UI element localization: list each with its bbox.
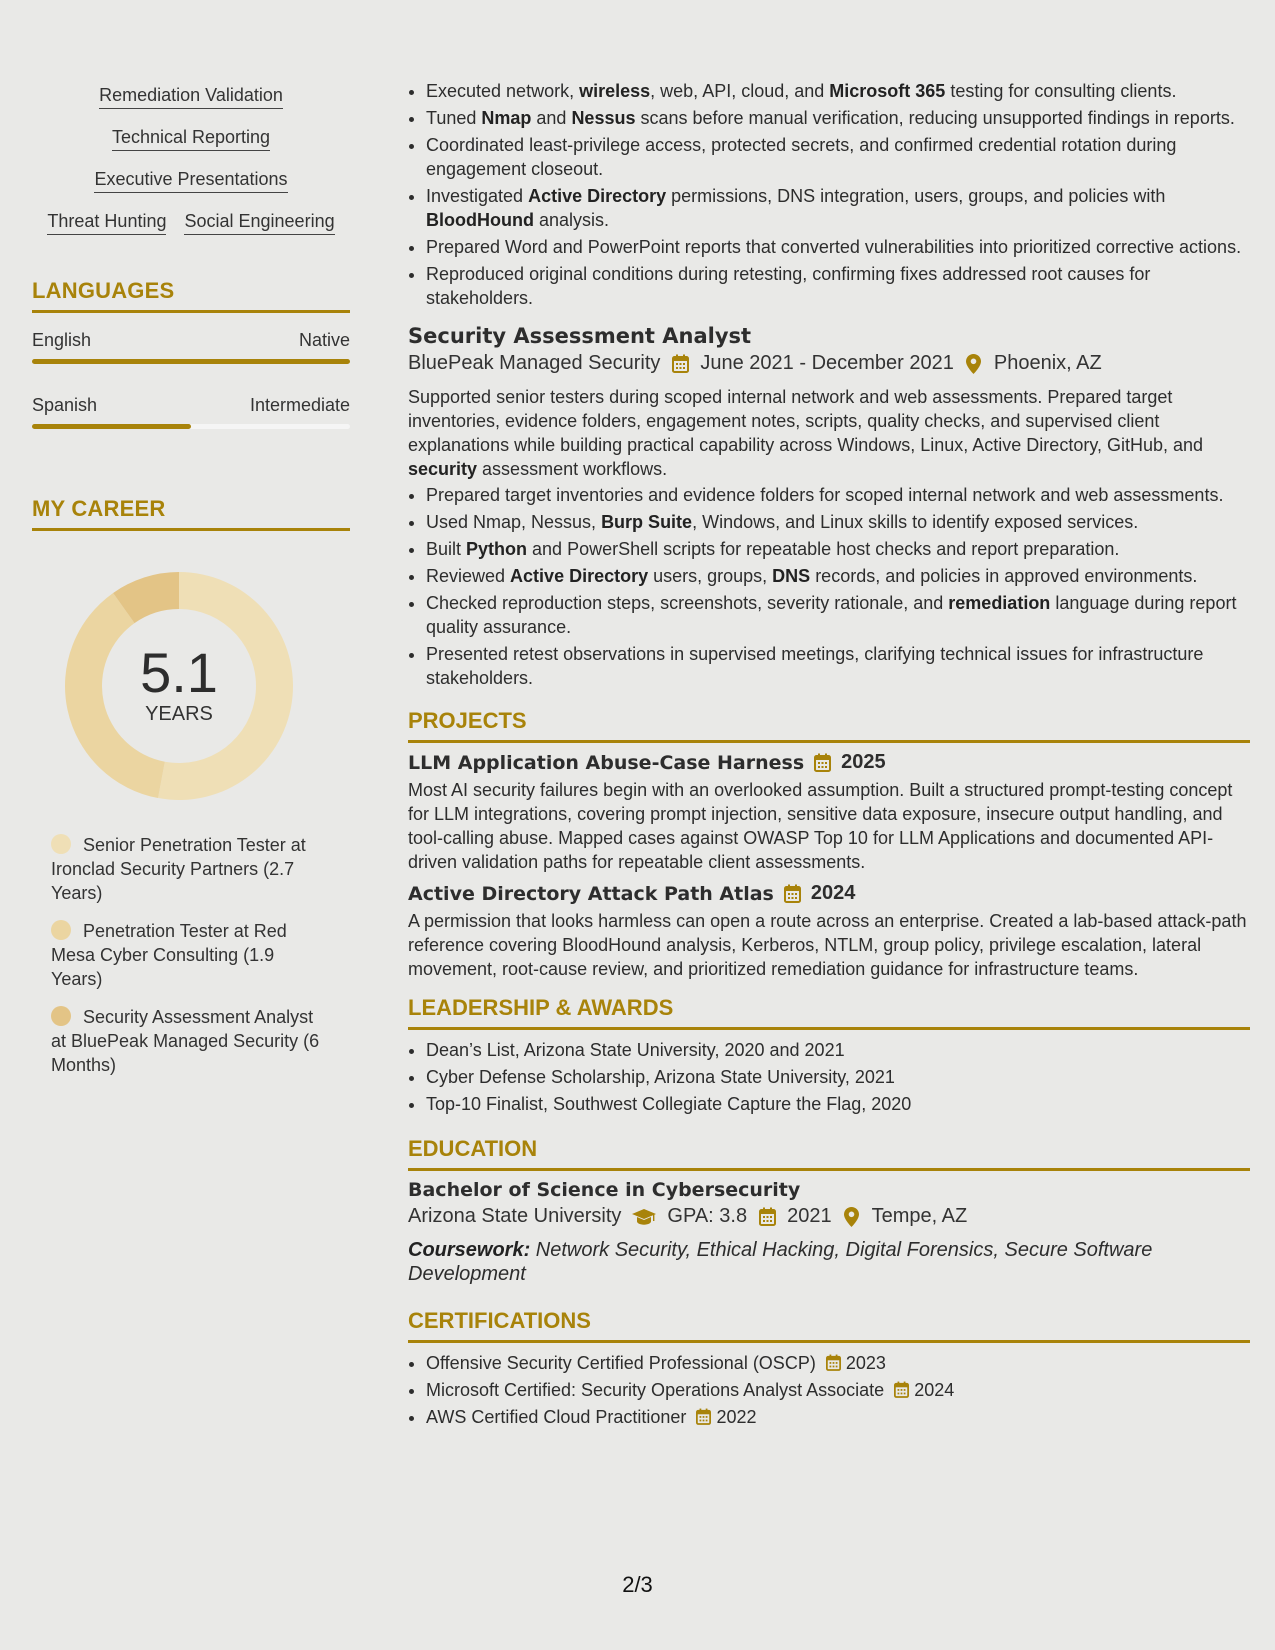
job-summary: Supported senior testers during scoped internal network and web assessments. Prepared target inventories, evidence folders, engagement notes, scripts, quality checks, and supervised client explanations while building practical capability across Windows, Linux, Active Directory, GitHub, and security assessment workflows. [408,387,1204,479]
skill-tag: Remediation Validation [99,84,283,109]
language-item [32,329,350,364]
experience-bullets-continued [408,79,1250,310]
certifications-list [408,1351,1250,1429]
project-name: LLM Application Abuse-Case Harness [408,751,805,774]
language-level-bar [32,424,350,429]
job-bullet: • Reviewed Active Directory users, groups, DNS records, and policies in approved environments. [426,564,1250,588]
certification-name: AWS Certified Cloud Practitioner [426,1407,687,1427]
job-bullet: • Checked reproduction steps, screenshots, severity rationale, and remediation language during report quality assurance. [426,591,1250,639]
map-pin-icon [842,1207,862,1227]
experience-bullet: • Prepared Word and PowerPoint reports that converted vulnerabilities into prioritized corrective actions. [426,235,1250,259]
project-year: 2024 [810,882,856,904]
projects-list [408,751,1250,981]
education-entry [408,1179,1250,1286]
graduation-cap-icon [631,1209,657,1225]
page-number: 2/3 [622,1572,653,1597]
leadership-heading: LEADERSHIP & AWARDS [408,995,1250,1030]
career-legend-item [51,1005,321,1077]
project-title-row [408,882,1250,905]
experience-bullet: • Executed network, wireless, web, API, cloud, and Microsoft 365 testing for consulting clients. [426,79,1250,103]
skill-tag: Executive Presentations [94,168,287,193]
certification-item [426,1405,1250,1429]
education-degree: Bachelor of Science in Cybersecurity [408,1179,801,1201]
certification-year: 2022 [716,1407,757,1427]
project-title-row [408,751,1250,774]
language-level-bar [32,359,350,364]
experience-bullet: • Tuned Nmap and Nessus scans before manual verification, reducing unsupported findings in reports. [426,106,1250,130]
job-bullets [408,483,1250,690]
job-meta [408,352,1250,375]
language-name: Spanish [32,395,98,415]
project-item [408,751,1250,874]
skill-row [32,84,350,109]
education-location: Tempe, AZ [871,1205,968,1227]
job-bullet: • Prepared target inventories and evidence folders for scoped internal network and web assessments. [426,483,1250,507]
education-coursework [408,1238,1250,1286]
languages-section [32,278,350,429]
language-level: Intermediate [249,395,350,415]
coursework-label: Coursework: [408,1239,531,1261]
certification-name: Offensive Security Certified Professional (OSCP) [426,1353,816,1373]
sidebar [32,84,350,1091]
career-legend-item [51,833,321,905]
career-years-unit: YEARS [145,703,213,725]
career-legend-label: Penetration Tester at Red Mesa Cyber Consulting (1.9 Years) [51,921,287,989]
legend-dot-icon [51,1006,71,1026]
job-bullet: • Used Nmap, Nessus, Burp Suite, Windows, and Linux skills to identify exposed services. [426,510,1250,534]
education-year: 2021 [787,1205,832,1227]
career-legend-label: Security Assessment Analyst at BluePeak Managed Security (6 Months) [51,1007,320,1075]
language-line [32,329,350,351]
skill-row [32,168,350,193]
calendar-icon [826,1354,841,1371]
job-dates: June 2021 - December 2021 [700,352,954,374]
career-heading: MY CAREER [32,496,350,531]
skills-list [32,84,350,235]
skill-tag: Technical Reporting [112,126,270,151]
languages-heading: LANGUAGES [32,278,350,313]
language-item [32,394,350,429]
job-bullet: • Built Python and PowerShell scripts for repeatable host checks and report preparation. [426,537,1250,561]
job-company: BluePeak Managed Security [408,352,661,374]
project-description: A permission that looks harmless can open a route across an enterprise. Created a lab-based attack-path reference covering BloodHound analysis, Kerberos, NTLM, group policy, privilege escalation, lateral movement, root-cause review, and prioritized remediation guidance for infrastructure teams. [408,911,1247,979]
project-year: 2025 [841,751,886,773]
calendar-icon [784,884,801,903]
project-item [408,882,1250,981]
career-total-years: 5.1 [140,641,218,704]
award-item: • Dean’s List, Arizona State University, 2020 and 2021 [426,1038,1250,1062]
projects-heading: PROJECTS [408,708,1250,743]
calendar-icon [696,1408,711,1425]
map-pin-icon [964,354,984,374]
experience-bullet: • Coordinated least-privilege access, protected secrets, and confirmed credential rotation during engagement closeout. [426,133,1250,181]
calendar-icon [670,354,690,373]
main-content [408,79,1250,1432]
skill-row [32,210,350,235]
career-legend [51,833,321,1077]
calendar-icon [757,1207,777,1226]
career-donut-center [64,571,294,801]
job-title: Security Assessment Analyst [408,324,752,348]
project-name: Active Directory Attack Path Atlas [408,882,774,905]
language-name: English [32,330,92,350]
certification-name: Microsoft Certified: Security Operations Analyst Associate [426,1380,885,1400]
leadership-list [408,1038,1250,1116]
language-level-fill [32,359,350,364]
languages-list [32,329,350,429]
career-legend-label: Senior Penetration Tester at Ironclad Security Partners (2.7 Years) [51,835,306,903]
career-legend-item [51,919,321,991]
award-item: • Cyber Defense Scholarship, Arizona State University, 2021 [426,1065,1250,1089]
career-section [32,496,350,1077]
project-description: Most AI security failures begin with an overlooked assumption. Built a structured prompt-testing concept for LLM integrations, covering prompt injection, sensitive data exposure, insecure output handling, and tool-calling abuse. Mapped cases against OWASP Top 10 for LLM Applications and documented API-driven validation paths for repeatable client assessments. [408,780,1233,872]
experience-bullet: • Investigated Active Directory permissions, DNS integration, users, groups, and policies with BloodHound analysis. [426,184,1250,232]
certification-year: 2023 [845,1353,886,1373]
career-donut-chart [64,571,294,801]
award-item: • Top-10 Finalist, Southwest Collegiate Capture the Flag, 2020 [426,1092,1250,1116]
skill-tag: Threat Hunting [47,210,166,235]
job-location: Phoenix, AZ [993,352,1102,374]
certification-item [426,1378,1250,1402]
calendar-icon [894,1381,909,1398]
education-school: Arizona State University [408,1205,622,1227]
job-bullet: • Presented retest observations in supervised meetings, clarifying technical issues for infrastructure stakeholders. [426,642,1250,690]
certification-item [426,1351,1250,1375]
legend-dot-icon [51,920,71,940]
education-gpa: GPA: 3.8 [667,1205,748,1227]
certifications-heading: CERTIFICATIONS [408,1308,1250,1343]
job-entry [408,324,1250,690]
language-level-fill [32,424,191,429]
experience-bullet: • Reproduced original conditions during retesting, confirming fixes addressed root causes for stakeholders. [426,262,1250,310]
certification-year: 2024 [914,1380,955,1400]
legend-dot-icon [51,834,71,854]
skill-row [32,126,350,151]
coursework-list: Network Security, Ethical Hacking, Digital Forensics, Secure Software Development [408,1239,1153,1285]
language-line [32,394,350,416]
skill-tag: Social Engineering [184,210,334,235]
education-meta [408,1205,1250,1228]
calendar-icon [814,753,831,772]
language-level: Native [298,330,350,350]
education-heading: EDUCATION [408,1136,1250,1171]
